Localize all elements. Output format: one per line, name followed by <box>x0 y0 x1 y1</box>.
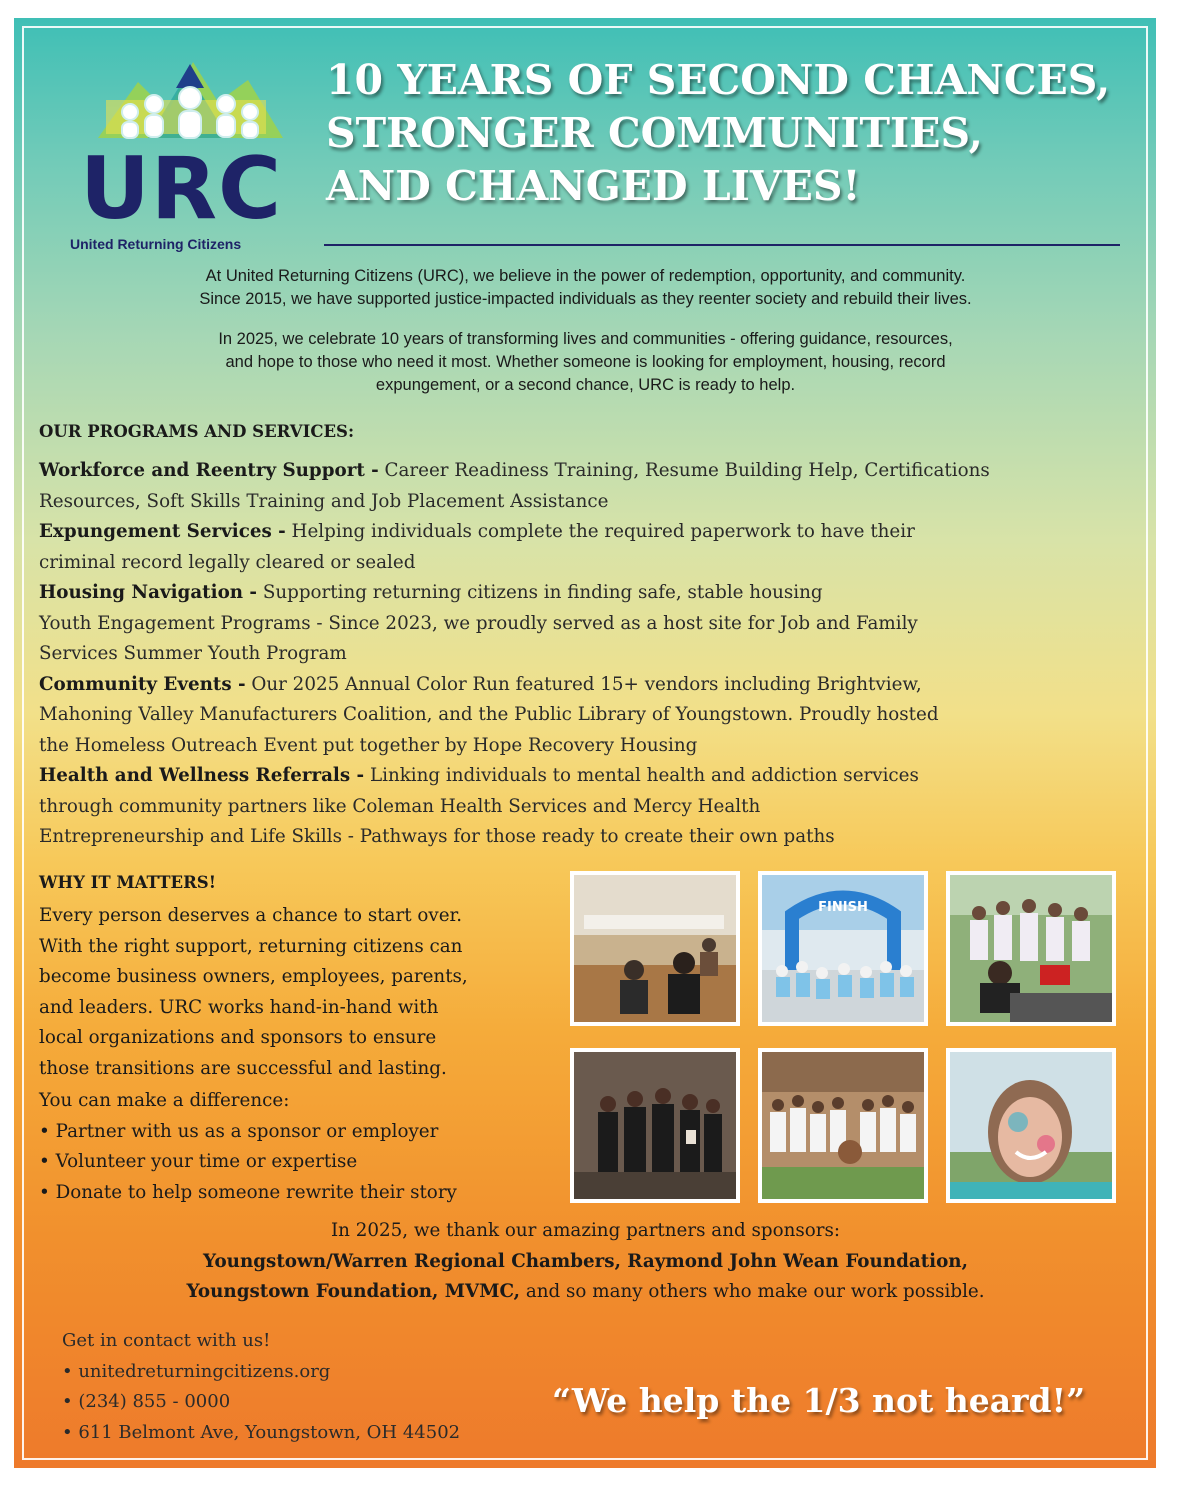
headline-line-1: 10 YEARS OF SECOND CHANCES, <box>326 56 1111 104</box>
difference-list <box>39 1086 559 1208</box>
thanks-block <box>48 1216 1123 1308</box>
program-item: Youth Engagement Programs - Since 2023, we proudly served as a host site for Job and Family <box>39 612 918 634</box>
program-item: Housing Navigation - Supporting returning citizens in finding safe, stable housing <box>39 582 823 603</box>
headline-divider <box>324 244 1120 246</box>
contact-address: • 611 Belmont Ave, Youngstown, OH 44502 <box>62 1421 461 1443</box>
urc-logo <box>58 42 308 252</box>
difference-title: You can make a difference: <box>39 1090 290 1111</box>
why-line: Every person deserves a chance to start over. <box>39 905 463 926</box>
program-item-cont: Services Summer Youth Program <box>39 643 347 664</box>
photo-meeting <box>570 871 740 1026</box>
slogan-quote: “We help the 1/3 not heard!” <box>552 1381 1086 1420</box>
program-item-cont: the Homeless Outreach Event put together by Hope Recovery Housing <box>39 734 698 756</box>
intro-line: Since 2015, we have supported justice-impacted individuals as they reenter society and rebuild their lives. <box>199 290 972 308</box>
intro-line: At United Returning Citizens (URC), we believe in the power of redemption, opportunity, and community. <box>205 267 966 285</box>
why-line: and leaders. URC works hand-in-hand with <box>39 996 439 1018</box>
program-item: Community Events - Our 2025 Annual Color Run featured 15+ vendors including Brightview, <box>39 673 922 695</box>
program-item-cont: Mahoning Valley Manufacturers Coalition, and the Public Library of Youngstown. Proudly hosted <box>39 704 939 725</box>
contact-website[interactable]: • unitedreturningcitizens.org <box>62 1360 331 1382</box>
people-mountain-icon <box>58 42 308 152</box>
photo-event-group <box>570 1048 740 1203</box>
why-paragraph <box>39 901 559 1084</box>
difference-item: • Volunteer your time or expertise <box>39 1151 358 1172</box>
thanks-intro: In 2025, we thank our amazing partners and sponsors: <box>330 1220 841 1241</box>
program-item: Expungement Services - Helping individuals complete the required paperwork to have their <box>39 521 915 542</box>
contact-block <box>62 1326 562 1448</box>
headline-line-2: STRONGER COMMUNITIES, <box>326 109 983 157</box>
sponsors-line-1: Youngstown/Warren Regional Chambers, Raymond John Wean Foundation, <box>203 1250 968 1272</box>
difference-item: • Donate to help someone rewrite their story <box>39 1181 457 1203</box>
intro-line: and hope to those who need it most. Whether someone is looking for employment, housing, record <box>225 353 946 371</box>
intro-line: In 2025, we celebrate 10 years of transforming lives and communities - offering guidance, resources, <box>218 330 953 348</box>
photo-volunteers <box>758 1048 928 1203</box>
why-line: those transitions are successful and lasting. <box>39 1057 447 1079</box>
program-item-cont: Resources, Soft Skills Training and Job Placement Assistance <box>39 490 609 512</box>
why-line: local organizations and sponsors to ensure <box>39 1027 437 1048</box>
why-title: WHY IT MATTERS! <box>39 873 216 892</box>
program-item: Entrepreneurship and Life Skills - Pathways for those ready to create their own paths <box>39 826 835 847</box>
why-line: become business owners, employees, parents, <box>39 966 468 987</box>
photo-group-dj <box>946 871 1116 1026</box>
intro-paragraph-1 <box>48 265 1123 311</box>
photo-color-run-finish <box>758 871 928 1026</box>
headline-line-3: AND CHANGED LIVES! <box>326 162 861 210</box>
logo-wordmark: URC <box>80 139 283 239</box>
program-item: Health and Wellness Referrals - Linking individuals to mental health and addiction services <box>39 765 919 786</box>
programs-title: OUR PROGRAMS AND SERVICES: <box>39 422 355 441</box>
why-line: With the right support, returning citizens can <box>39 935 463 957</box>
difference-item: • Partner with us as a sponsor or employer <box>39 1120 439 1142</box>
logo-subtitle: United Returning Citizens <box>70 236 242 252</box>
headline <box>326 54 1146 213</box>
programs-list <box>39 456 1139 853</box>
program-item-cont: through community partners like Coleman Health Services and Mercy Health <box>39 795 761 817</box>
intro-paragraph-2 <box>48 328 1123 397</box>
flyer <box>14 18 1156 1468</box>
program-item-cont: criminal record legally cleared or sealed <box>39 551 416 573</box>
program-item: Workforce and Reentry Support - Career Readiness Training, Resume Building Help, Certifications <box>39 460 990 481</box>
contact-phone[interactable]: • (234) 855 - 0000 <box>62 1391 231 1412</box>
contact-title: Get in contact with us! <box>62 1330 271 1351</box>
finish-banner-text: FINISH <box>818 900 868 915</box>
sponsors-line-2: Youngstown Foundation, MVMC, and so many others who make our work possible. <box>186 1281 985 1302</box>
photo-color-run-face <box>946 1048 1116 1203</box>
intro-line: expungement, or a second chance, URC is ready to help. <box>375 376 796 394</box>
